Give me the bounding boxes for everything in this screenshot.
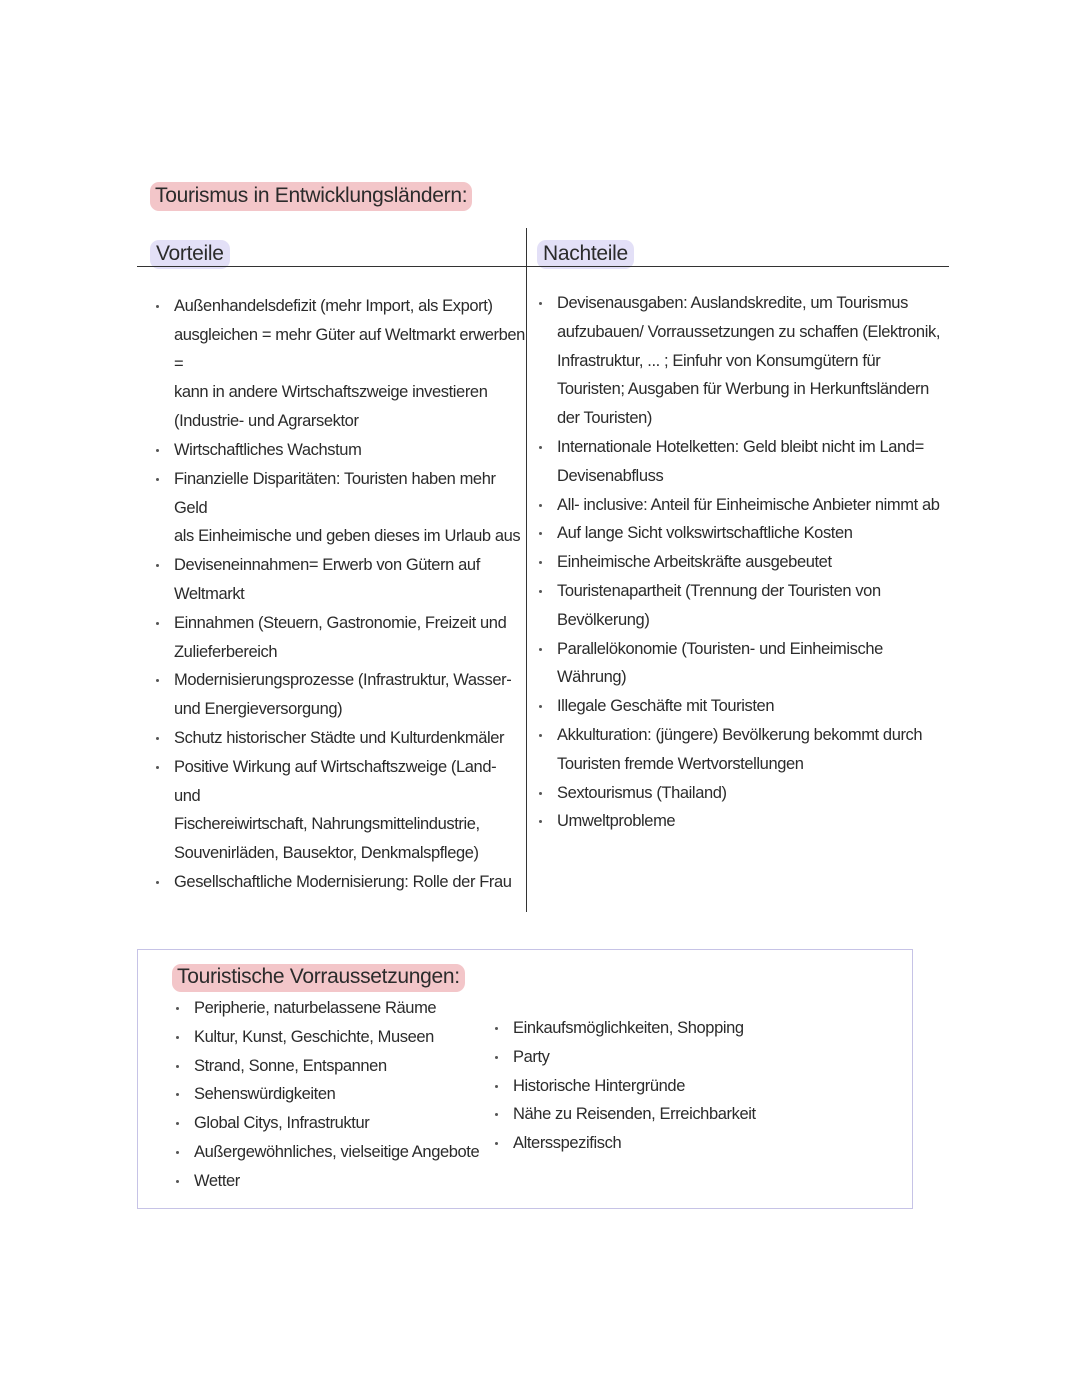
table-header-divider-left (137, 266, 527, 267)
voraussetzungen-heading: Touristische Vorraussetzungen: (172, 964, 465, 992)
vorteile-item-8-line-3: Souvenirläden, Bausektor, Denkmalspflege) (174, 844, 479, 863)
column-divider (526, 228, 527, 912)
nachteile-item-9 (537, 721, 949, 779)
voraussetzung-item-7: Wetter (174, 1167, 484, 1196)
vorteile-item-3-line-1: Finanzielle Disparitäten: Touristen haben mehr Geld (174, 469, 496, 517)
vorteile-item-1 (154, 292, 526, 436)
voraussetzung-item-11: Nähe zu Reisenden, Erreichbarkeit (493, 1100, 893, 1129)
nachteile-list (537, 289, 949, 836)
voraussetzung-item-2: Kultur, Kunst, Geschichte, Museen (174, 1023, 484, 1052)
vorteile-item-4-line-1: Deviseneinnahmen= Erwerb von Gütern auf (174, 556, 480, 575)
vorteile-item-6-line-2: und Energieversorgung) (174, 700, 343, 719)
vorteile-heading: Vorteile (150, 240, 230, 269)
vorteile-item-9-line-1: Gesellschaftliche Modernisierung: Rolle der Frau (174, 872, 512, 891)
vorteile-item-8-line-2: Fischereiwirtschaft, Nahrungsmittelindustrie, (174, 815, 480, 834)
table-header-divider-right (527, 266, 949, 267)
page-title: Tourismus in Entwicklungsländern: (150, 182, 472, 211)
nachteile-item-8-line-1: Illegale Geschäfte mit Touristen (557, 697, 775, 716)
voraussetzung-item-3: Strand, Sonne, Entspannen (174, 1052, 484, 1081)
vorteile-item-9 (154, 868, 526, 897)
nachteile-item-10 (537, 779, 949, 808)
voraussetzung-item-10: Historische Hintergründe (493, 1072, 893, 1101)
vorteile-item-1-line-2: ausgleichen = mehr Güter auf Weltmarkt erwerben = (174, 325, 525, 373)
nachteile-item-2-line-2: Devisenabfluss (557, 466, 664, 485)
vorteile-item-7 (154, 724, 526, 753)
vorteile-item-3-line-2: als Einheimische und geben dieses im Urlaub aus (174, 527, 521, 546)
vorteile-item-4-line-2: Weltmarkt (174, 584, 245, 603)
vorteile-item-1-line-4: (Industrie- und Agrarsektor (174, 412, 359, 431)
vorteile-item-6-line-1: Modernisierungsprozesse (Infrastruktur, Wasser- (174, 671, 512, 690)
vorteile-item-5-line-1: Einnahmen (Steuern, Gastronomie, Freizeit und (174, 613, 507, 632)
vorteile-item-4 (154, 551, 526, 609)
nachteile-item-1-line-4: Touristen; Ausgaben für Werbung in Herkunftsländern (557, 380, 929, 399)
vorteile-list (154, 292, 526, 897)
nachteile-item-4-line-1: Auf lange Sicht volkswirtschaftliche Kosten (557, 524, 853, 543)
voraussetzungen-left-list (174, 994, 484, 1196)
nachteile-item-6-line-2: Bevölkerung) (557, 610, 650, 629)
voraussetzung-item-5: Global Citys, Infrastruktur (174, 1109, 484, 1138)
voraussetzung-item-9: Party (493, 1043, 893, 1072)
nachteile-item-6 (537, 577, 949, 635)
nachteile-item-3 (537, 491, 949, 520)
vorteile-item-5 (154, 609, 526, 667)
vorteile-item-3 (154, 465, 526, 551)
nachteile-item-11-line-1: Umweltprobleme (557, 812, 676, 831)
voraussetzung-item-4: Sehenswürdigkeiten (174, 1080, 484, 1109)
nachteile-item-7 (537, 635, 949, 693)
nachteile-item-3-line-1: All- inclusive: Anteil für Einheimische Anbieter nimmt ab (557, 495, 940, 514)
nachteile-item-5 (537, 548, 949, 577)
nachteile-item-7-line-1: Parallelökonomie (Touristen- und Einheimische Währung) (557, 639, 883, 687)
vorteile-item-1-line-3: kann in andere Wirtschaftszweige investieren (174, 383, 488, 402)
voraussetzungen-right-list (493, 1014, 893, 1158)
vorteile-item-8-line-1: Positive Wirkung auf Wirtschaftszweige (Land- und (174, 757, 497, 805)
vorteile-item-8 (154, 753, 526, 868)
nachteile-item-1-line-3: Infrastruktur, ... ; Einfuhr von Konsumgütern für (557, 351, 881, 370)
nachteile-heading: Nachteile (537, 240, 634, 269)
nachteile-item-1-line-5: der Touristen) (557, 409, 652, 428)
vorteile-item-7-line-1: Schutz historischer Städte und Kulturdenkmäler (174, 728, 505, 747)
voraussetzung-item-12: Altersspezifisch (493, 1129, 893, 1158)
nachteile-item-8 (537, 692, 949, 721)
nachteile-item-4 (537, 519, 949, 548)
nachteile-item-2 (537, 433, 949, 491)
nachteile-item-1-line-1: Devisenausgaben: Auslandskredite, um Tourismus (557, 294, 908, 312)
nachteile-item-11 (537, 807, 949, 836)
voraussetzung-item-6: Außergewöhnliches, vielseitige Angebote (174, 1138, 484, 1167)
voraussetzung-item-8: Einkaufsmöglichkeiten, Shopping (493, 1014, 893, 1043)
nachteile-item-9-line-2: Touristen fremde Wertvorstellungen (557, 754, 804, 773)
nachteile-item-6-line-1: Touristenapartheit (Trennung der Touristen von (557, 581, 881, 600)
nachteile-item-1-line-2: aufzubauen/ Vorraussetzungen zu schaffen (Elektronik, (557, 322, 941, 341)
vorteile-item-5-line-2: Zulieferbereich (174, 642, 278, 661)
nachteile-item-9-line-1: Akkulturation: (jüngere) Bevölkerung bekommt durch (557, 725, 923, 744)
nachteile-item-10-line-1: Sextourismus (Thailand) (557, 783, 727, 802)
vorteile-item-2-line-1: Wirtschaftliches Wachstum (174, 440, 362, 459)
voraussetzung-item-1: Peripherie, naturbelassene Räume (174, 994, 484, 1023)
nachteile-item-5-line-1: Einheimische Arbeitskräfte ausgebeutet (557, 553, 832, 572)
vorteile-item-2 (154, 436, 526, 465)
vorteile-item-6 (154, 666, 526, 724)
nachteile-item-2-line-1: Internationale Hotelketten: Geld bleibt nicht im Land= (557, 437, 924, 456)
nachteile-item-1 (537, 289, 949, 433)
vorteile-item-1-line-1: Außenhandelsdefizit (mehr Import, als Export) (174, 297, 493, 315)
